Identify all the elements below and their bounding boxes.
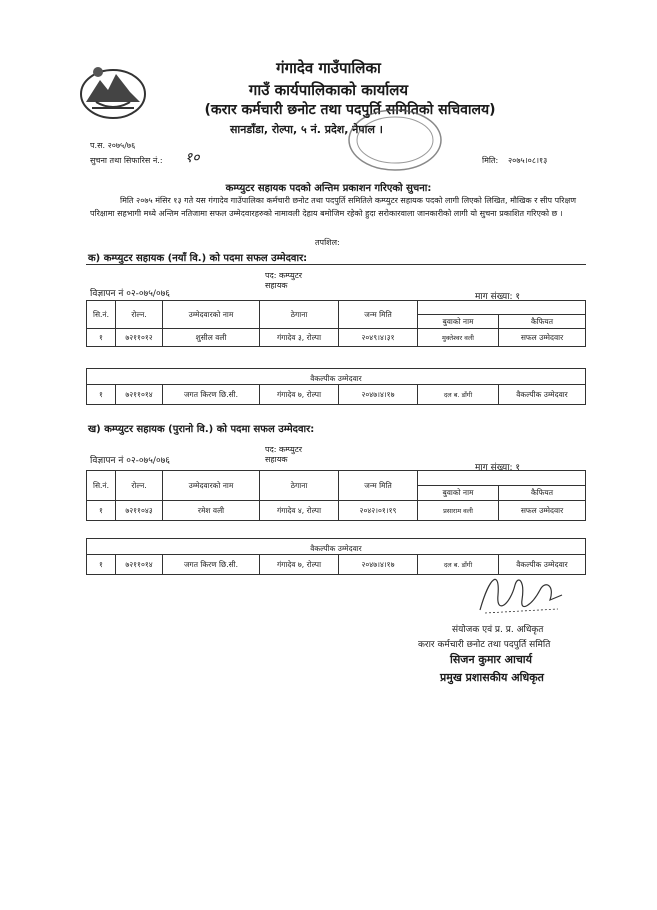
office-name: गाउँ कार्यपालिकाको कार्यालय xyxy=(248,81,409,99)
demand-count: माग संख्या: १ xyxy=(475,292,521,302)
post-value: सहायक xyxy=(265,455,288,464)
alt-label: वैकल्पीक उम्मेदवार xyxy=(87,539,586,555)
notice-title: कम्प्युटर सहायक पदको अन्तिम प्रकाशन गरिएको सुचना: xyxy=(225,183,432,194)
alt-table-a xyxy=(86,368,586,405)
col-father: बुवाको नाम xyxy=(418,315,499,329)
ps-number: प.स. २०७५/७६ xyxy=(90,141,136,150)
col-name: उम्मेदवारको नाम xyxy=(163,471,260,501)
cell-father: प्रसाराम वली xyxy=(418,501,499,521)
col-roll: रोल्न. xyxy=(116,471,163,501)
col-sn: सि.नं. xyxy=(87,471,116,501)
committee-name: करार कर्मचारी छनोट तथा पदपुर्ति समिति xyxy=(418,640,551,650)
cell-sn: १ xyxy=(87,501,116,521)
org-name: गंगादेव गाउँपालिका xyxy=(276,59,381,77)
office-address: सानडाँडा, रोल्पा, ५ नं. प्रदेश, नेपाल । xyxy=(230,123,383,136)
cell-father: मुक्तेश्वर वली xyxy=(418,329,499,347)
cell-roll: ७२११०४३ xyxy=(116,501,163,521)
col-dob: जन्म मिति xyxy=(339,471,418,501)
cell-roll: ७२११०१२ xyxy=(116,329,163,347)
cell-name: रमेश वली xyxy=(163,501,260,521)
office-stamp xyxy=(345,105,445,175)
signature-scribble xyxy=(470,565,570,620)
cell-name: शुसील वली xyxy=(163,329,260,347)
col-address: ठेगाना xyxy=(260,471,339,501)
col-remark: कैफियत xyxy=(499,315,586,329)
table-row xyxy=(87,501,586,521)
post-label: पद: कम्प्युटर xyxy=(265,271,303,280)
cell-dob: २०४७।४।१७ xyxy=(339,385,418,405)
post-value: सहायक xyxy=(265,281,288,290)
advert-number: विज्ञापन नं ०२-०७५/०७६ xyxy=(90,456,170,466)
cell-remark: वैकल्पीक उम्मेदवार xyxy=(499,555,586,575)
results-table-a xyxy=(86,300,586,347)
post-label: पद: कम्प्युटर xyxy=(265,445,303,454)
section-a-title: क) कम्प्युटर सहायक (नयाँ वि.) को पदमा सफल उम्मेदवार: xyxy=(88,253,308,264)
cell-sn: १ xyxy=(87,329,116,347)
demand-count: माग संख्या: १ xyxy=(475,463,521,473)
date-value: २०७५।०८।१३ xyxy=(508,156,548,165)
cell-address: गंगादेव ४, रोल्पा xyxy=(260,501,339,521)
table-row xyxy=(87,385,586,405)
signatory-role: संयोजक एवं प्र. प्र. अधिकृत xyxy=(452,625,544,635)
cell-sn: १ xyxy=(87,555,116,575)
cell-remark: वैकल्पीक उम्मेदवार xyxy=(499,385,586,405)
col-dob: जन्म मिति xyxy=(339,301,418,329)
signatory-title: प्रमुख प्रशासकीय अधिकृत xyxy=(440,671,544,684)
suchana-label: सुचना तथा सिफारिस नं.: xyxy=(90,156,163,165)
col-remark: कैफियत xyxy=(499,486,586,501)
cell-father: दल ब. डाँगी xyxy=(418,555,499,575)
advert-number: विज्ञापन नं ०२-०७५/०७६ xyxy=(90,289,170,299)
col-sn: सि.नं. xyxy=(87,301,116,329)
cell-dob: २०४२।०१।१९ xyxy=(339,501,418,521)
cell-dob: २०४९।४।३१ xyxy=(339,329,418,347)
table-row xyxy=(87,329,586,347)
results-table-b xyxy=(86,470,586,521)
cell-name: जगत किरण छि.सी. xyxy=(163,555,260,575)
cell-address: गंगादेव ७, रोल्पा xyxy=(260,385,339,405)
section-b-title: ख) कम्प्युटर सहायक (पुरानो वि.) को पदमा सफल उम्मेदवार: xyxy=(88,424,315,435)
cell-address: गंगादेव ३, रोल्पा xyxy=(260,329,339,347)
signatory-name: सिजन कुमार आचार्य xyxy=(450,653,533,666)
cell-father: दल ब. डाँगी xyxy=(418,385,499,405)
col-roll: रोल्न. xyxy=(116,301,163,329)
cell-remark: सफल उम्मेदवार xyxy=(499,329,586,347)
cell-dob: २०४७।४।१७ xyxy=(339,555,418,575)
cell-name: जगत किरण छि.सी. xyxy=(163,385,260,405)
col-address: ठेगाना xyxy=(260,301,339,329)
date-label: मिति: xyxy=(482,156,499,165)
notice-body: मिति २०७५ मंसिर १३ गते यस गंगादेव गाउँपालिका कर्मचारी छनोट तथा पदपुर्ति समितिले कम्प्युटर सहायक पदको लागी लिएको लिखित, मौखिक र सीप परिक्षण परिक्षामा सहभागी मध्ये अन्तिम नतिजामा सफल उम्मेदवारहरुको नामावली देहाय बमोजिम रहेको हुदा सरोकारवाला जानकारीको लागी यो सुचना प्रकाशित गरिएको छ । xyxy=(90,196,577,218)
tapasil-label: तपशिल: xyxy=(315,238,340,247)
cell-roll: ७२११०१४ xyxy=(116,555,163,575)
cell-remark: सफल उम्मेदवार xyxy=(499,501,586,521)
cell-sn: १ xyxy=(87,385,116,405)
divider xyxy=(86,264,586,265)
suchana-number: १० xyxy=(185,150,200,166)
cell-roll: ७२११०१४ xyxy=(116,385,163,405)
secretariat-name: (करार कर्मचारी छनोट तथा पदपुर्ति समितिको सचिवालय) xyxy=(204,102,496,118)
col-name: उम्मेदवारको नाम xyxy=(163,301,260,329)
col-father: बुवाको नाम xyxy=(418,486,499,501)
alt-label: वैकल्पीक उम्मेदवार xyxy=(87,369,586,385)
cell-address: गंगादेव ७, रोल्पा xyxy=(260,555,339,575)
